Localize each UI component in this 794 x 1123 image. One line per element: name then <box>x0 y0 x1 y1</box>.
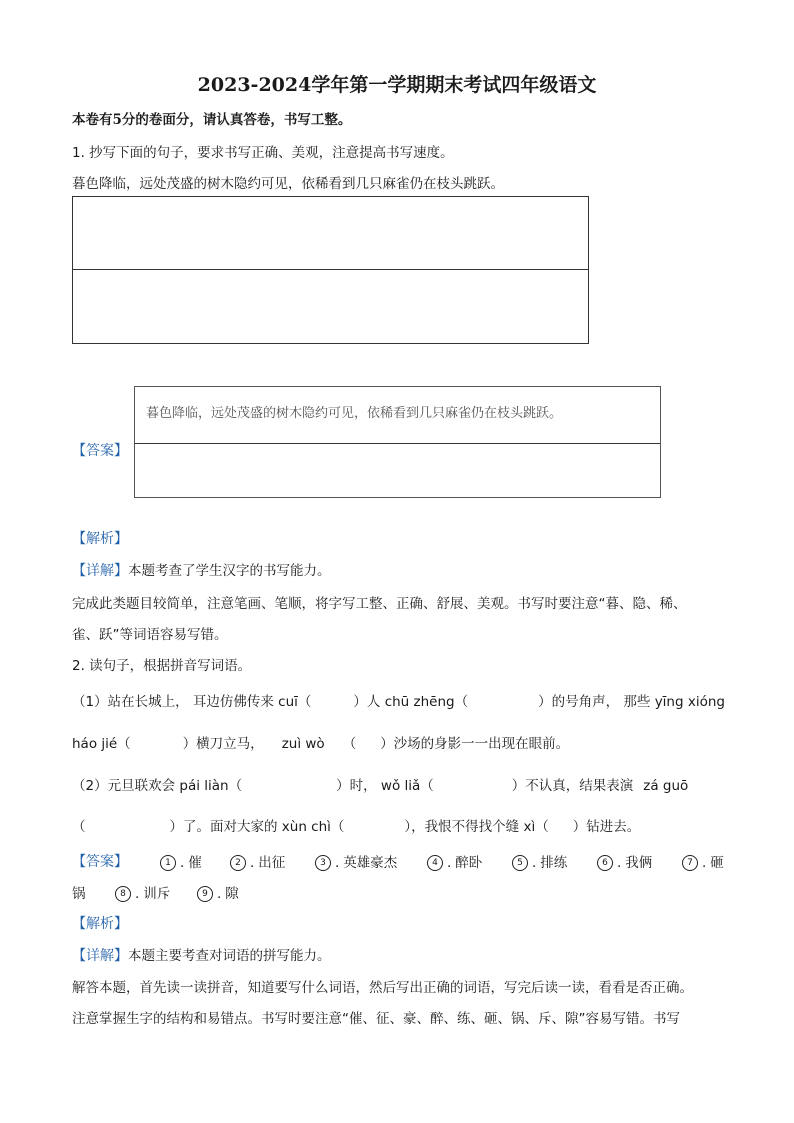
q2-answer-item <box>72 882 86 902</box>
q2-line-1: （1）站在长城上， 耳边仿佛传来 cuī（ ）人 chū zhēng（ ）的号角声， 那些 yīng xióng <box>72 694 725 710</box>
answer-text: 醉卧 <box>455 855 483 871</box>
answer-text: 英雄豪杰 <box>343 855 398 871</box>
notice: 本卷有5分的卷面分，请认真答卷，书写工整。 <box>72 112 352 128</box>
answer-text: 锅 <box>72 886 86 902</box>
q2-answer-item: 2 . 出征 <box>230 851 285 871</box>
answer-number-badge: 2 <box>230 855 246 871</box>
q2-answer-item: 4 . 醉卧 <box>427 851 482 871</box>
q2-answer-item: 3 . 英雄豪杰 <box>315 851 397 871</box>
q2-answer-item: 5 . 排练 <box>512 851 567 871</box>
q2-answer-label: 【答案】 <box>72 854 128 870</box>
q2-prompt: 2. 读句子，根据拼音写词语。 <box>72 658 252 674</box>
q1-sentence: 暮色降临，远处茂盛的树木隐约可见，依稀看到几只麻雀仍在枝头跳跃。 <box>72 176 504 192</box>
q2-answer-item: 6 . 我俩 <box>597 851 652 871</box>
answer-text: 隙 <box>225 886 239 902</box>
q1-prompt: 1. 抄写下面的句子，要求书写正确、美观，注意提高书写速度。 <box>72 145 454 161</box>
q2-answer-item: 9 . 隙 <box>197 882 239 902</box>
answer-number-badge: 5 <box>512 855 528 871</box>
answer-text: 出征 <box>258 855 286 871</box>
answer-number-badge: 3 <box>315 855 331 871</box>
answer-text: 催 <box>188 855 202 871</box>
q2-explain-line-2: 注意掌握生字的结构和易错点。书写时要注意“催、征、豪、醉、练、砸、锅、斥、隙”容易写错。书写 <box>72 1011 680 1027</box>
answer-box-divider <box>135 443 660 444</box>
answer-text: 砸 <box>710 855 724 871</box>
answer-number-badge: 4 <box>427 855 443 871</box>
answer-text: 排练 <box>540 855 568 871</box>
answer-number-badge: 9 <box>197 886 213 902</box>
answer-text: 我俩 <box>625 855 653 871</box>
answer-number-badge: 6 <box>597 855 613 871</box>
q2-answer-item: 1 . 催 <box>160 851 202 871</box>
answer-text: 训斥 <box>143 886 171 902</box>
answer-number-badge: 1 <box>160 855 176 871</box>
q1-detail-text: 本题考查了学生汉字的书写能力。 <box>128 563 331 579</box>
q1-answer-text: 暮色降临，远处茂盛的树木隐约可见，依稀看到几只麻雀仍在枝头跳跃。 <box>146 406 563 421</box>
q2-line-3: （2）元旦联欢会 pái liàn（ ）时， wǒ liǎ（ ）不认真，结果表演 zá guō <box>72 778 689 794</box>
q2-detail-label: 【详解】 <box>72 948 128 964</box>
q1-detail-label: 【详解】 <box>72 563 128 579</box>
q1-answer-label: 【答案】 <box>72 443 128 459</box>
q1-explain-line-1: 完成此类题目较简单，注意笔画、笔顺，将字写工整、正确、舒展、美观。书写时要注意“暮、隐、稀、 <box>72 596 687 612</box>
q2-answer-item: 7 . 砸 <box>682 851 724 871</box>
q1-explain-line-2: 雀、跃”等词语容易写错。 <box>72 627 228 643</box>
writing-box-divider <box>73 269 588 270</box>
q2-detail-text: 本题主要考查对词语的拼写能力。 <box>128 948 331 964</box>
q1-analysis-label: 【解析】 <box>72 531 128 547</box>
q2-line-4: （ ）了。面对大家的 xùn chì（ ），我恨不得找个缝 xì（ ）钻进去。 <box>72 819 641 835</box>
q1-writing-box[interactable] <box>72 196 589 344</box>
answer-number-badge: 7 <box>682 855 698 871</box>
q2-analysis-label: 【解析】 <box>72 916 128 932</box>
page-title: 2023-2024学年第一学期期末考试四年级语文 <box>197 74 597 96</box>
q2-answer-item: 8 . 训斥 <box>115 882 170 902</box>
q2-line-2: háo jié（ ）横刀立马， zuì wò （ ）沙场的身影一一出现在眼前。 <box>72 736 570 752</box>
q1-answer-box <box>134 386 661 498</box>
q2-explain-line-1: 解答本题，首先读一读拼音，知道要写什么词语，然后写出正确的词语，写完后读一读，看看是否正确。 <box>72 980 693 996</box>
answer-number-badge: 8 <box>115 886 131 902</box>
